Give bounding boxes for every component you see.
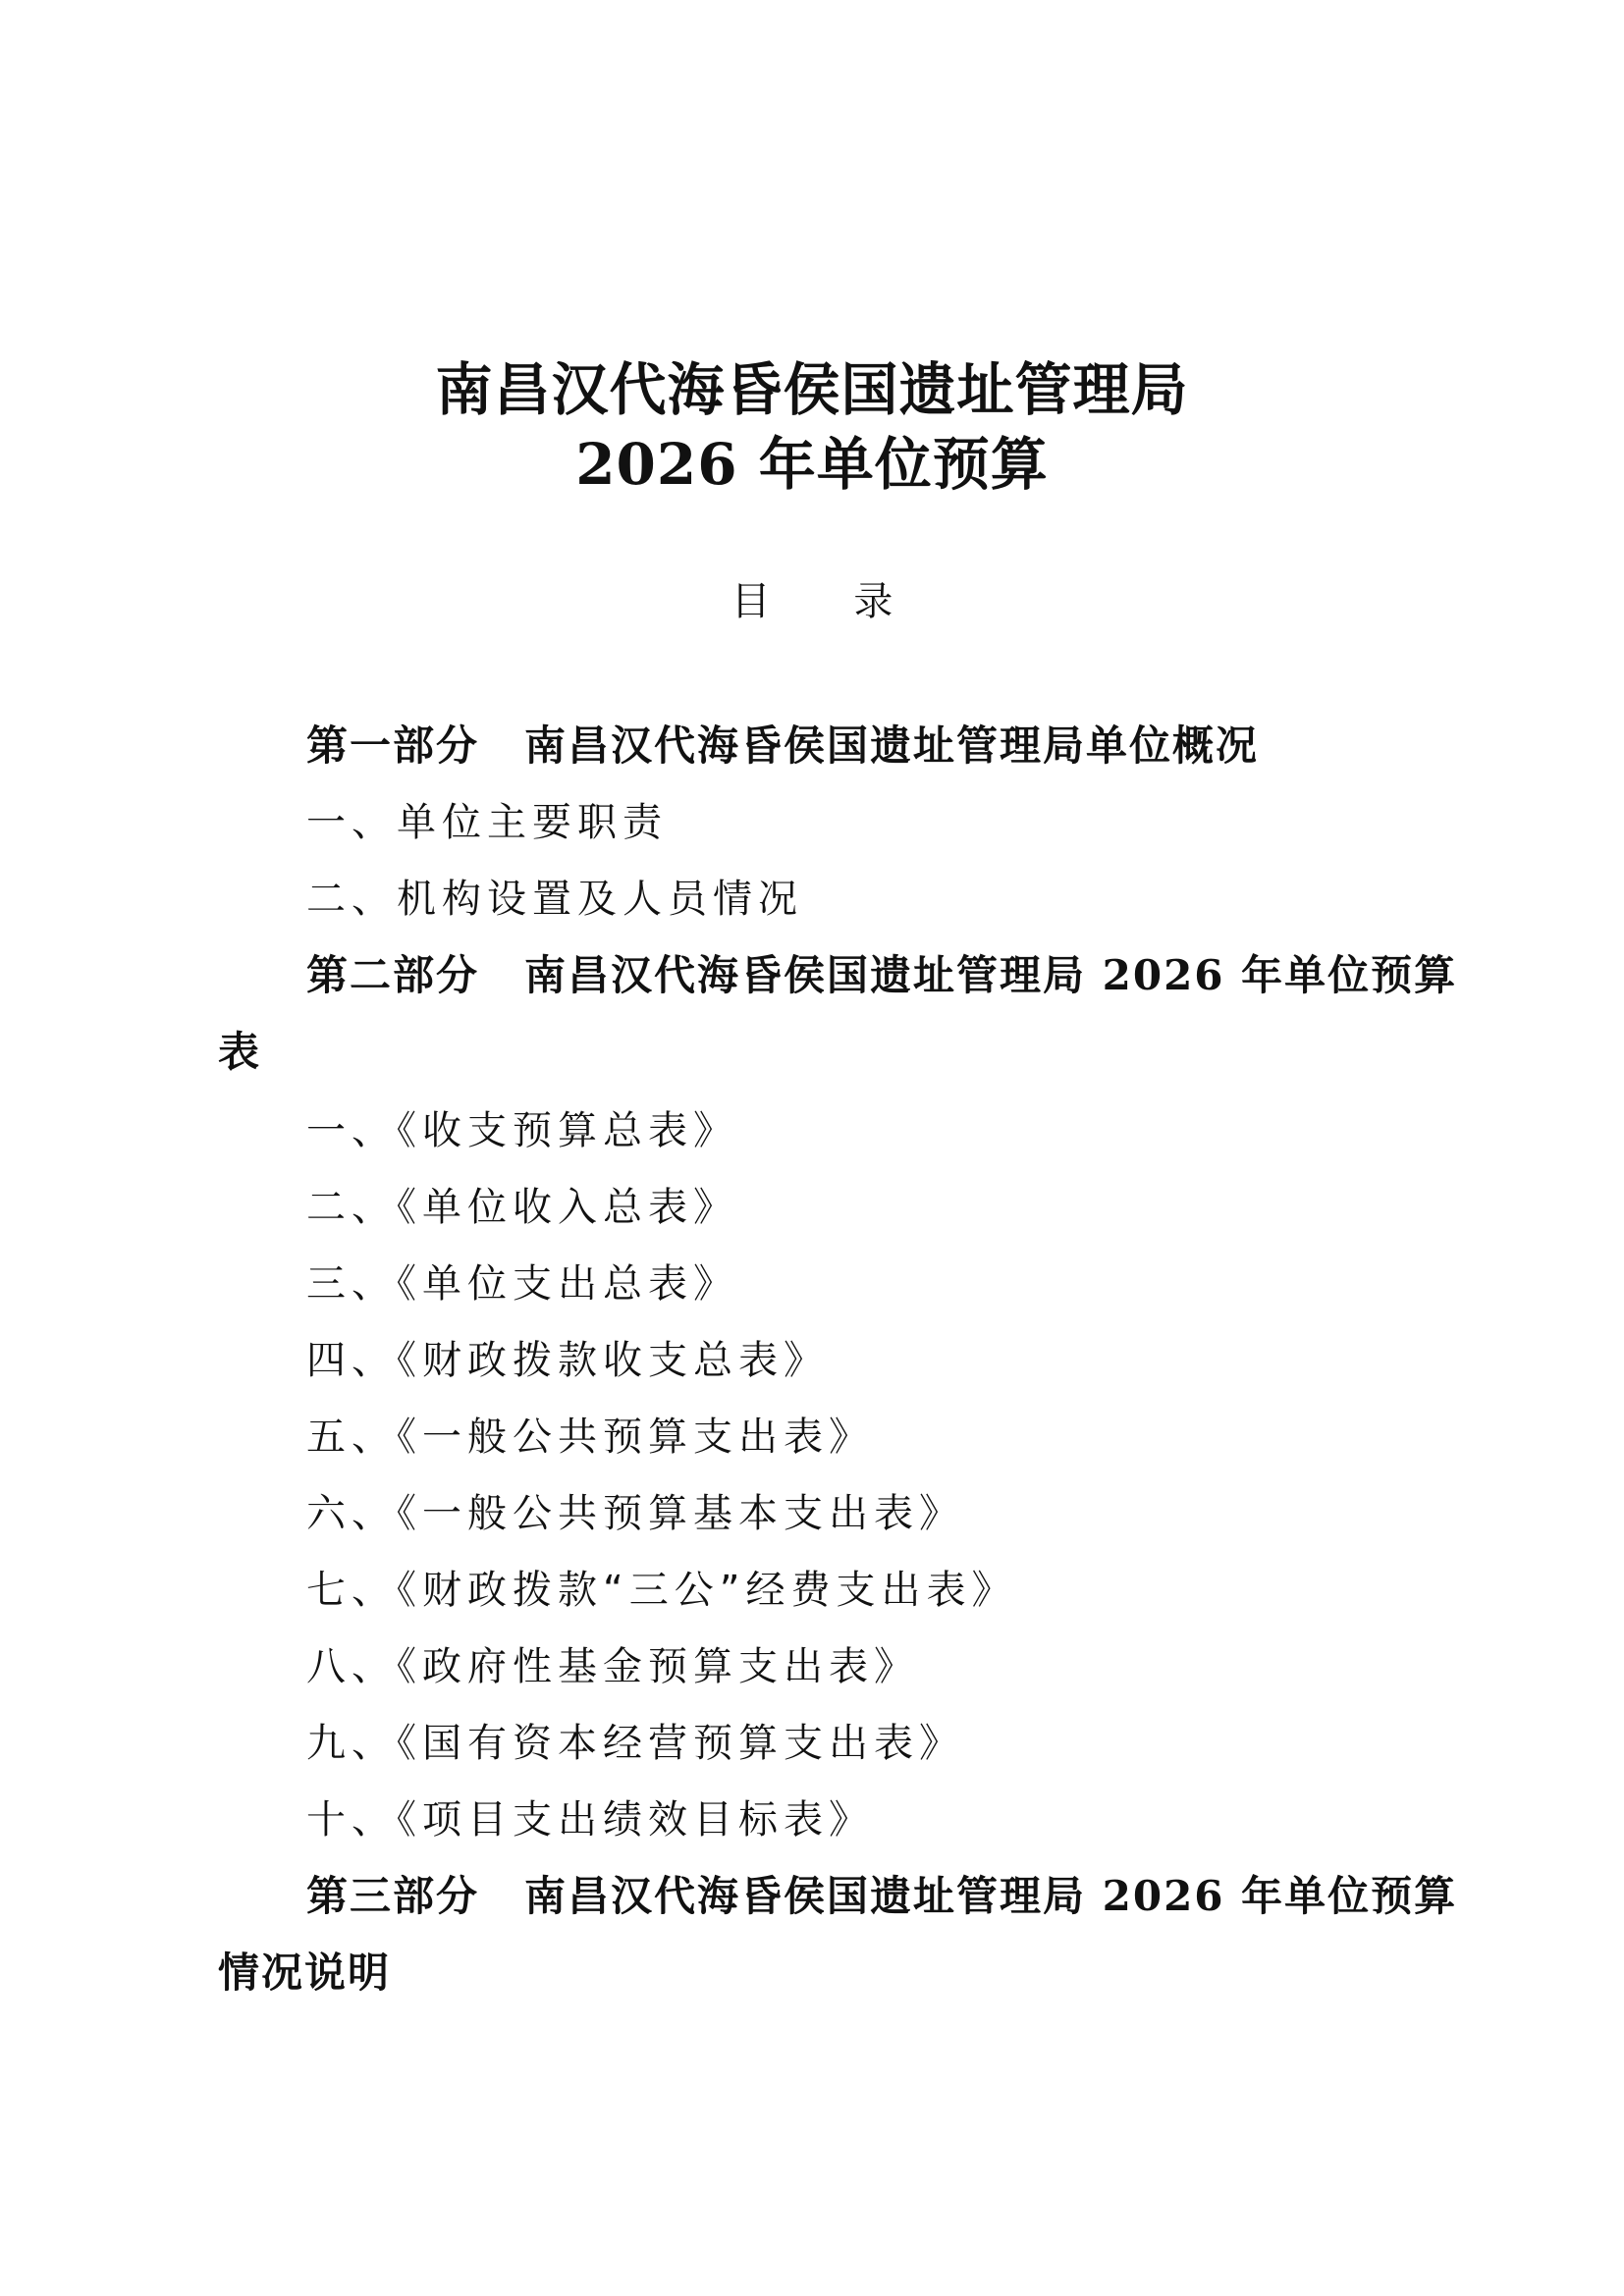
toc-part2-item-8[interactable]: 八、《政府性基金预算支出表》 (306, 1644, 919, 1689)
toc-part3-title: 南昌汉代海昏侯国遗址管理局 2026 年单位预算 (524, 1872, 1458, 1920)
toc-part2-item-3[interactable]: 三、《单位支出总表》 (306, 1261, 738, 1307)
toc-part2-heading-cont[interactable]: 表 (218, 1028, 262, 1076)
toc-part3-label: 第三部分 (306, 1872, 480, 1920)
toc-part2-item-1[interactable]: 一、《收支预算总表》 (306, 1108, 738, 1153)
toc-part1-title: 南昌汉代海昏侯国遗址管理局单位概况 (524, 721, 1260, 770)
document-title-line2: 2026 年单位预算 (575, 431, 1049, 498)
toc-heading: 目 录 (731, 579, 929, 624)
toc-part1-item-2[interactable]: 二、机构设置及人员情况 (306, 877, 803, 922)
toc-part2-title: 南昌汉代海昏侯国遗址管理局 2026 年单位预算 (524, 951, 1458, 999)
toc-part1-label: 第一部分 (306, 721, 480, 770)
toc-part1-item-1[interactable]: 一、单位主要职责 (306, 800, 668, 845)
toc-part2-label: 第二部分 (306, 951, 480, 999)
toc-part2-item-7[interactable]: 七、《财政拨款“三公”经费支出表》 (306, 1568, 1017, 1613)
toc-part3-heading-cont[interactable]: 情况说明 (218, 1949, 392, 1997)
toc-part1-heading[interactable] (306, 721, 1259, 772)
toc-part2-item-5[interactable]: 五、《一般公共预算支出表》 (306, 1415, 874, 1460)
toc-part2-item-4[interactable]: 四、《财政拨款收支总表》 (306, 1338, 829, 1383)
toc-part2-item-2[interactable]: 二、《单位收入总表》 (306, 1185, 738, 1230)
toc-part2-item-6[interactable]: 六、《一般公共预算基本支出表》 (306, 1491, 964, 1536)
toc-part2-item-10[interactable]: 十、《项目支出绩效目标表》 (306, 1797, 874, 1842)
toc-part2-item-9[interactable]: 九、《国有资本经营预算支出表》 (306, 1721, 964, 1766)
document-title-line1: 南昌汉代海昏侯国遗址管理局 (435, 356, 1189, 423)
toc-part3-heading[interactable] (306, 1871, 1457, 1922)
toc-part2-heading[interactable] (306, 950, 1457, 1001)
